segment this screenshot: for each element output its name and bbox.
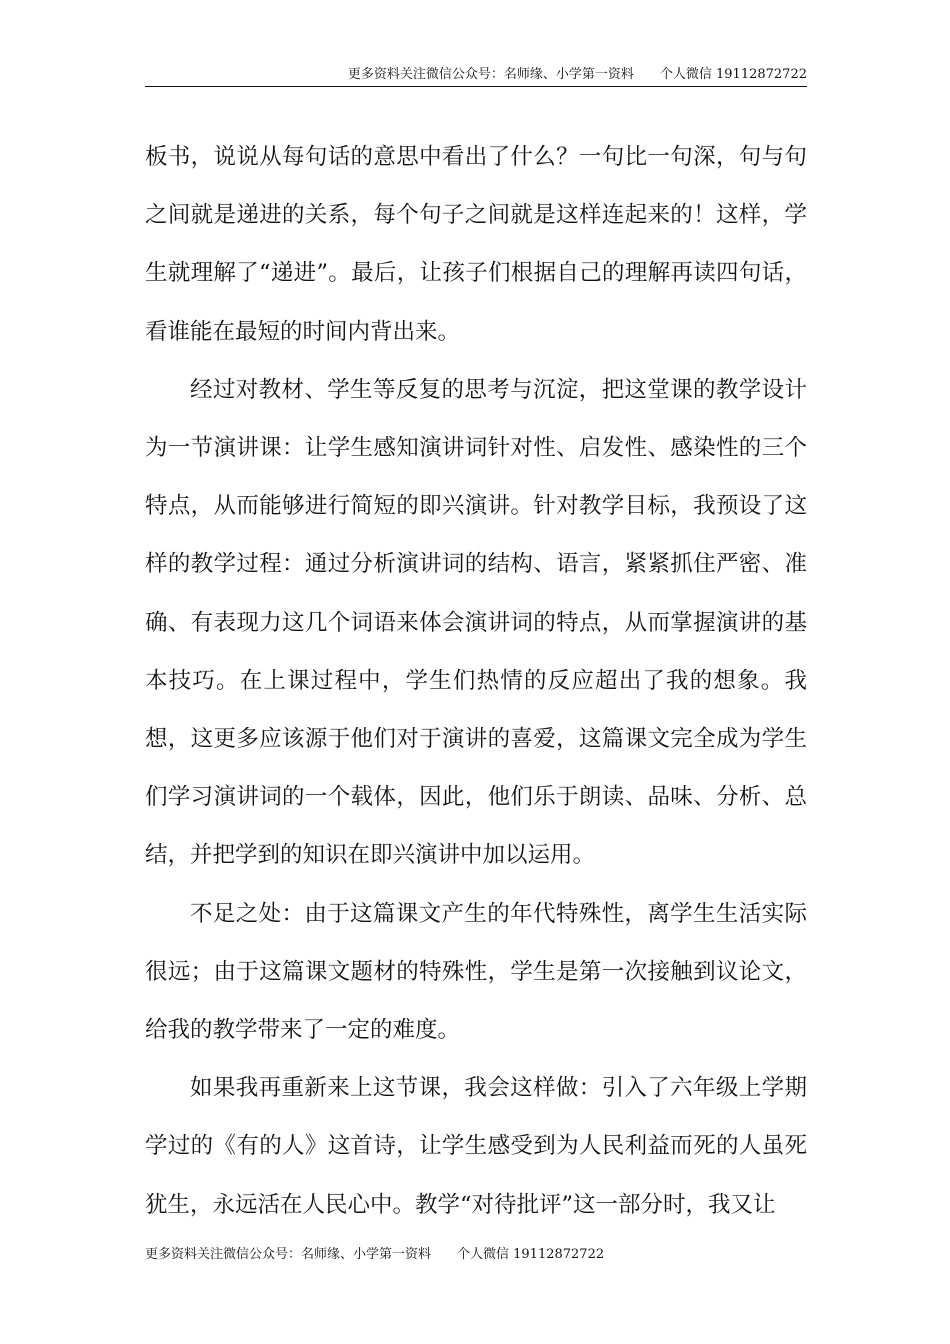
paragraph: 经过对教材、学生等反复的思考与沉淀，把这堂课的教学设计为一节演讲课：让学生感知演讲词针对性、启发性、感染性的三个特点，从而能够进行简短的即兴演讲。针对教学目标，我预设了这样的教学过程：通过分析演讲词的结构、语言，紧紧抓住严密、准确、有表现力这几个词语来体会演讲词的特点，从而掌握演讲的基本技巧。在上课过程中，学生们热情的反应超出了我的想象。我想，这更多应该源于他们对于演讲的喜爱，这篇课文完全成为学生们学习演讲词的一个载体，因此，他们乐于朗读、品味、分析、总结，并把学到的知识在即兴演讲中加以运用。 — [145, 376, 807, 869]
page-footer: 更多资料关注微信公众号：名师缘、小学第一资料 个人微信 19112872722 — [145, 1247, 605, 1262]
paragraph: 如果我再重新来上这节课，我会这样做：引入了六年级上学期学过的《有的人》这首诗，让学生感受到为人民利益而死的人虽死犹生，永远活在人民心中。教学“对待批评”这一部分时，我又让 — [145, 1075, 807, 1218]
page-header: 更多资料关注微信公众号：名师缘、小学第一资料 个人微信 19112872722 — [145, 66, 807, 87]
paragraph: 板书，说说从每句话的意思中看出了什么？一句比一句深，句与句之间就是递进的关系，每个句子之间就是这样连起来的！这样，学生就理解了“递进”。最后，让孩子们根据自己的理解再读四句话，看谁能在最短的时间内背出来。 — [145, 144, 807, 345]
document-body — [145, 128, 807, 1234]
paragraph: 不足之处：由于这篇课文产生的年代特殊性，离学生生活实际很远；由于这篇课文题材的特殊性，学生是第一次接触到议论文，给我的教学带来了一定的难度。 — [145, 900, 807, 1044]
